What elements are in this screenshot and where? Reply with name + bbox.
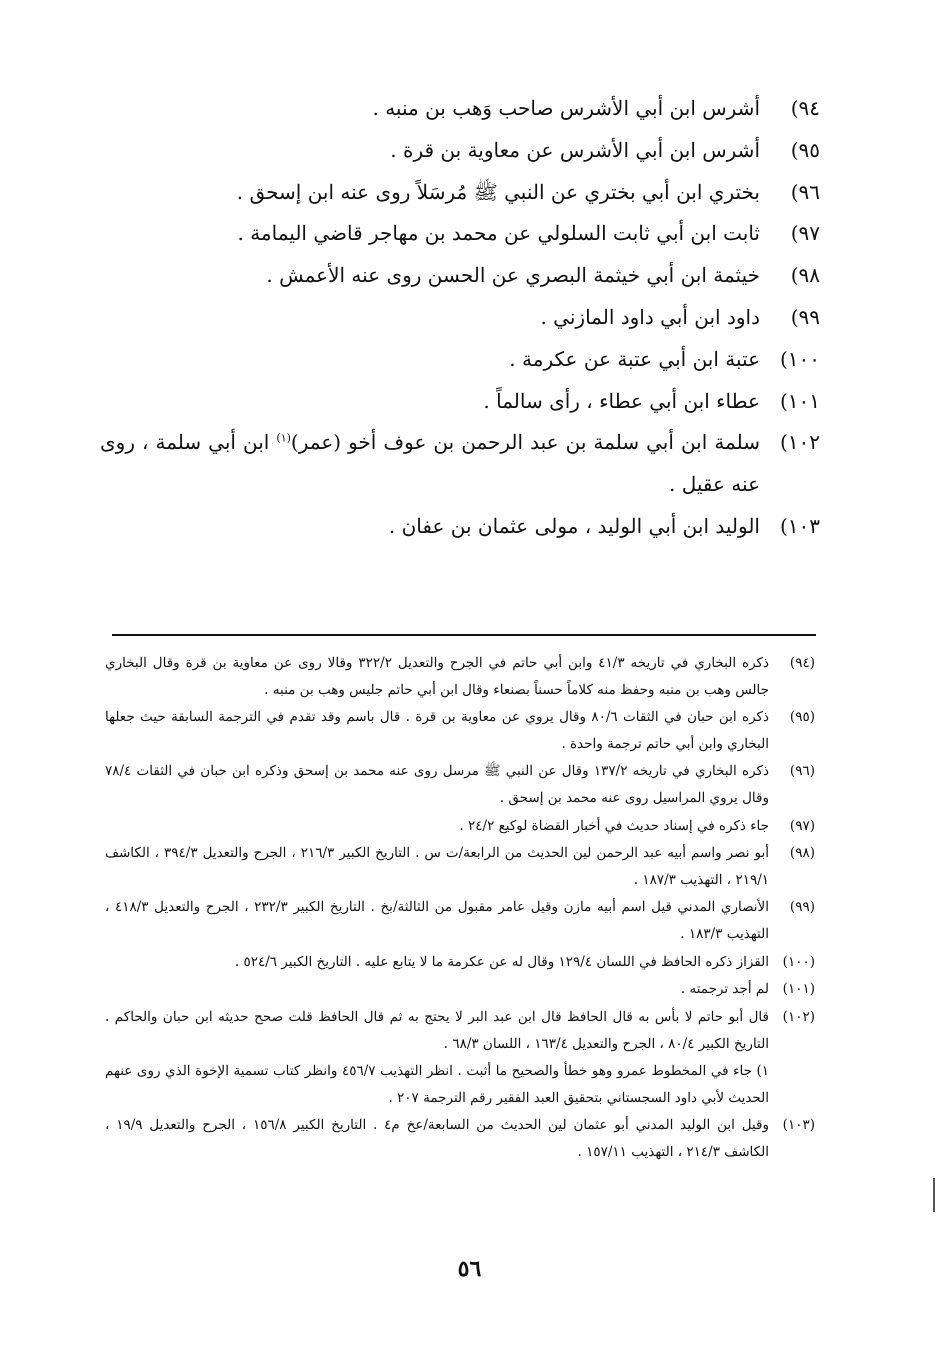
entry-number: ٩٦) (790, 179, 820, 204)
entry-number: ١٠٠) (779, 346, 820, 371)
footnote-number: (٩٩) (789, 899, 815, 916)
entry-number: ٩٨) (790, 263, 820, 288)
entry-102 (100, 422, 820, 506)
footnote-text: القزاز ذكره الحافظ في اللسان ١٢٩/٤ وقال له عن عكرمة ما لا يتابع عليه . التاريخ الكبير ٥٢٤/٦ . (234, 953, 769, 970)
footnote-number: (١٠٢) (782, 1009, 815, 1025)
footnote-95 (105, 704, 815, 757)
footnote-number: (٩٥) (789, 709, 815, 726)
footnote-number: (١٠٠) (782, 953, 815, 970)
footnote-text: جاء ذكره في إسناد حديث في أخبار القضاة لوكيع ٢٤/٢ . (459, 817, 769, 834)
entry-number: ٩٤) (790, 96, 820, 120)
entry-97 (100, 213, 820, 255)
footnote-text: قال أبو حاتم لا بأس به قال الحافظ قال ابن عبد البر لا يحتج به ثم قال الحافظ قلت صحح حديثه ابن حبان والحاكم . التاريخ الكبير ٨٠/٤ ، الجرح والتعديل ١٦٣/٤ ، اللسان ٦٨/٣ . (105, 1009, 769, 1052)
entry-101 (100, 381, 820, 423)
footnote-number: (٩٦) (789, 763, 815, 780)
entry-text-part: ابن أبي سلمة ، روى عنه عقيل . (100, 430, 760, 497)
footnote-98 (105, 840, 815, 893)
entry-text: عتبة ابن أبي عتبة عن عكرمة . (509, 346, 760, 371)
footnote-separator (112, 634, 816, 636)
footnote-94 (105, 650, 815, 703)
entry-number: ٩٥) (790, 137, 820, 162)
entry-number: ١٠٣) (779, 513, 820, 538)
footnote-100 (105, 949, 815, 976)
footnote-text: الأنصاري المدني قيل اسم أبيه مازن وقيل عامر مقبول من الثالثة/بخ . التاريخ الكبير ٢٣٢/٣ ، الجرح والتعديل ٤١٨/٣ ، التهذيب ١٨٣/٣ . (105, 899, 769, 942)
footnote-text: أبو نصر واسم أبيه عبد الرحمن لين الحديث من الرابعة/ت س . التاريخ الكبير ٢١٦/٣ ، الجرح والتعديل ٣٩٤/٣ ، الكاشف ٢١٩/١ ، التهذيب ١٨٧/٣ . (105, 845, 769, 888)
footnote-101 (105, 976, 815, 1003)
entry-text: داود ابن أبي داود المازني . (540, 304, 760, 329)
entry-text: خيثمة ابن أبي خيثمة البصري عن الحسن روى عنه الأعمش . (266, 263, 760, 288)
entry-text: ثابت ابن أبي ثابت السلولي عن محمد بن مهاجر قاضي اليمامة . (237, 221, 760, 246)
entry-number: ١٠١) (779, 388, 820, 413)
entry-94 (100, 88, 820, 130)
footnote-102-subnote (105, 1058, 815, 1111)
entries-list (100, 88, 820, 548)
footnote-99 (105, 894, 815, 947)
footnote-number: (٩٧) (789, 817, 815, 834)
footnote-102 (105, 1004, 815, 1057)
footnote-number: (٩٨) (789, 845, 815, 862)
footnotes-list (105, 650, 815, 1167)
entry-text: أشرس ابن أبي الأشرس صاحب وَهب بن منبه . (372, 96, 760, 120)
footnote-reference: (١) (276, 431, 291, 445)
footnote-103 (105, 1112, 815, 1165)
margin-scan-mark (933, 1178, 935, 1212)
footnote-96 (105, 758, 815, 811)
entry-text: عطاء ابن أبي عطاء ، رأى سالماً . (483, 388, 760, 413)
entry-number: ١٠٢) (779, 430, 820, 455)
entry-text-part: سلمة ابن أبي سلمة بن عبد الرحمن بن عوف أخو (عمر) (290, 430, 760, 455)
entry-100 (100, 339, 820, 381)
footnote-text: ١) جاء في المخطوط عمرو وهو خطأ والصحيح ما أثبت . انظر التهذيب ٤٥٦/٧ وانظر كتاب تسمية الإخوة الذي روى عنهم الحديث لأبي داود السجستاني بتحقيق العبد الفقير رقم الترجمة ٢٠٧ . (105, 1063, 770, 1106)
entry-text: الوليد ابن أبي الوليد ، مولى عثمان بن عفان . (388, 513, 760, 538)
footnote-97 (105, 813, 815, 840)
entry-text (100, 422, 760, 506)
footnote-text: ذكره ابن حبان في الثقات ٨٠/٦ وقال يروي عن معاوية بن قرة . قال باسم وقد تقدم في الترجمة السابقة حيث جعلها البخاري وابن أبي حاتم ترجمة واحدة . (105, 709, 769, 752)
footnote-number: (١٠٣) (782, 1117, 815, 1134)
entry-text: بختري ابن أبي بختري عن النبي ﷺ مُرسَلاً روى عنه ابن إسحق . (236, 179, 760, 204)
page-number: ٥٦ (457, 1256, 482, 1282)
footnote-text: ذكره البخاري في تاريخه ٤١/٣ وابن أبي حاتم في الجرح والتعديل ٣٢٢/٢ وقالا روى عن معاوية بن قرة وقال البخاري جالس وهب بن منبه وحفظ منه كلاماً حسناً بصنعاء وقال ابن أبي حاتم جليس وهب بن منبه . (105, 655, 769, 698)
footnote-number: (٩٤) (789, 655, 815, 671)
entry-number: ٩٩) (790, 304, 820, 329)
entry-text: أشرس ابن أبي الأشرس عن معاوية بن قرة . (390, 137, 760, 162)
entry-95 (100, 130, 820, 172)
footnote-text: وقيل ابن الوليد المدني أبو عثمان لين الحديث من السابعة/عخ م٤ . التاريخ الكبير ١٥٦/٨ ، الجرح والتعديل ١٩/٩ ، الكاشف ٢١٤/٣ ، التهذيب ١٥٧/١١ . (105, 1117, 769, 1160)
footnote-text: لم أجد ترجمته . (680, 981, 769, 998)
entry-98 (100, 255, 820, 297)
entry-103 (100, 506, 820, 548)
entry-96 (100, 172, 820, 214)
entry-99 (100, 297, 820, 339)
entry-number: ٩٧) (790, 221, 820, 246)
footnote-number: (١٠١) (782, 981, 815, 998)
footnote-text: ذكره البخاري في تاريخه ١٣٧/٢ وقال عن النبي ﷺ مرسل روى عنه محمد بن إسحق وذكره ابن حبان في الثقات ٧٨/٤ وقال يروي المراسيل روى عنه محمد بن إسحق . (105, 763, 769, 806)
